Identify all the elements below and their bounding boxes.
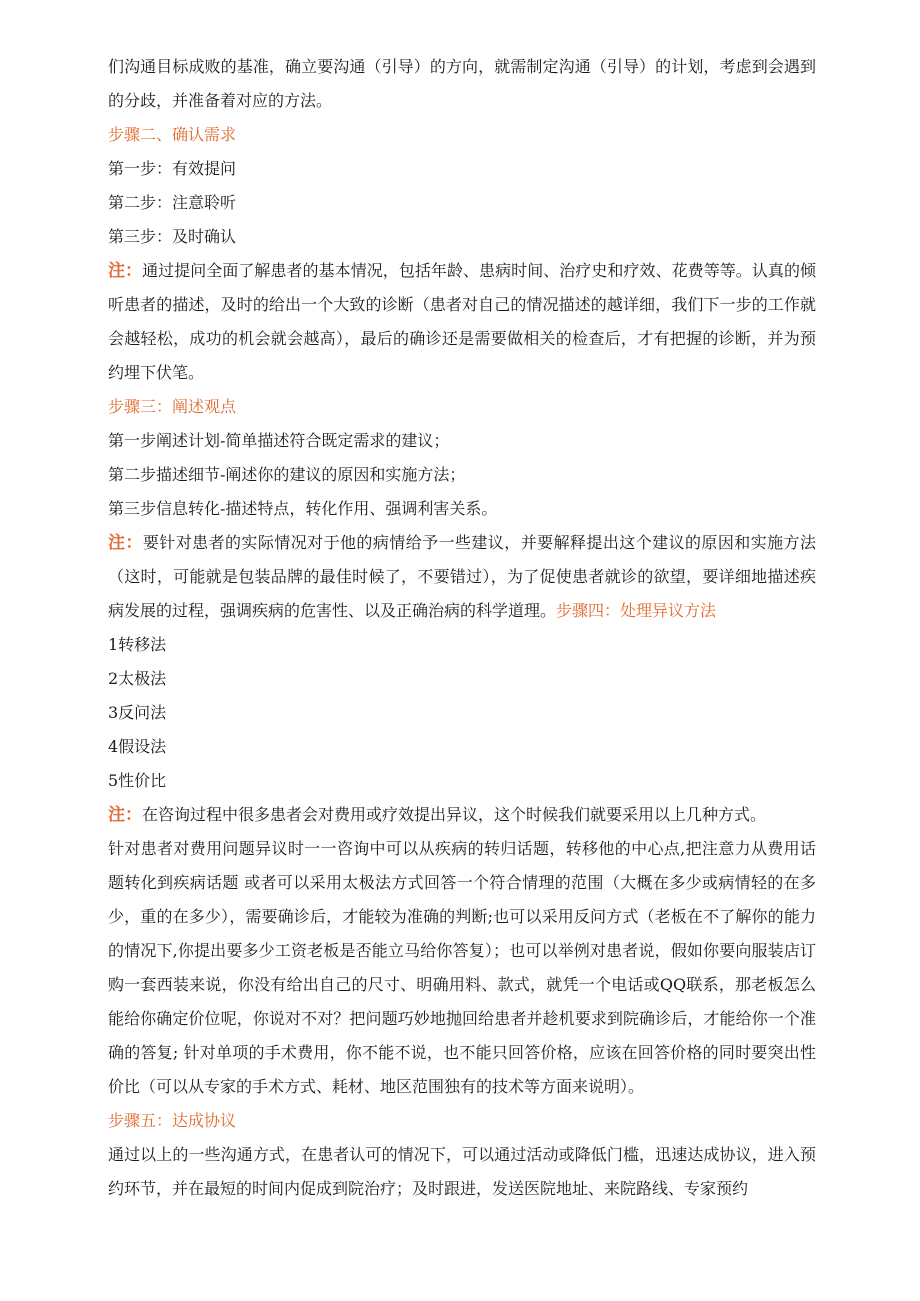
step5-paragraph: 通过以上的一些沟通方式，在患者认可的情况下，可以通过活动或降低门槛，迅速达成协议，进入预约环节，并在最短的时间内促成到院治疗；及时跟进，发送医院地址、来院路线、专家预约 bbox=[108, 1145, 816, 1198]
note-label: 注： bbox=[108, 805, 142, 825]
step2-item-1: 第一步：有效提问 bbox=[108, 159, 237, 178]
document-page bbox=[108, 50, 816, 1206]
step2-heading: 步骤二、确认需求 bbox=[108, 125, 237, 144]
step4-item-3: 3反问法 bbox=[108, 703, 167, 722]
step3-item-1: 第一步阐述计划-简单描述符合既定需求的建议； bbox=[108, 431, 450, 450]
intro-paragraph: 们沟通目标成败的基准，确立要沟通（引导）的方向，就需制定沟通（引导）的计划，考虑到会遇到的分歧，并准备着对应的方法。 bbox=[108, 57, 816, 110]
note-text: 在咨询过程中很多患者会对费用或疗效提出异议，这个时候我们就要采用以上几种方式。 bbox=[142, 805, 767, 824]
step3-item-3: 第三步信息转化-描述特点，转化作用、强调利害关系。 bbox=[108, 499, 498, 518]
step4-item-4: 4假设法 bbox=[108, 737, 167, 756]
note-label: 注： bbox=[108, 533, 143, 553]
step4-item-2: 2太极法 bbox=[108, 669, 167, 688]
step4-item-1: 1转移法 bbox=[108, 635, 167, 654]
step4-detail: 针对患者对费用问题异议时一一咨询中可以从疾病的转归话题，转移他的中心点,把注意力从费用话题转化到疾病话题 或者可以采用太极法方式回答一个符合情理的范围（大概在多少或病情轻的在多少，重的在多少），需要确诊后，才能较为准确的判断;也可以采用反问方式（老板在不了解你的能力的情况下,你提出要多少工资老板是否能立马给你答复）；也可以举例对患者说，假如你要向服装店订购一套西装来说，你没有给出自己的尺寸、明确用料、款式，就凭一个电话或QQ联系，那老板怎么能给你确定价位呢，你说对不对？把问题巧妙地抛回给患者并趁机要求到院确诊后，才能给你一个准确的答复; 针对单项的手术费用，你不能不说，也不能只回答价格，应该在回答价格的同时要突出性价比（可以从专家的手术方式、耗材、地区范围独有的技术等方面来说明）。 bbox=[108, 839, 816, 1096]
step4-heading: 步骤四：处理异议方法 bbox=[556, 601, 717, 620]
step4-note bbox=[108, 798, 816, 832]
step2-note bbox=[108, 254, 816, 390]
note-text: 通过提问全面了解患者的基本情况，包括年龄、患病时间、治疗史和疗效、花费等等。认真的倾听患者的描述，及时的给出一个大致的诊断（患者对自己的情况描述的越详细，我们下一步的工作就会越轻松，成功的机会就会越高），最后的确诊还是需要做相关的检查后，才有把握的诊断，并为预约埋下伏笔。 bbox=[108, 261, 816, 382]
step5-heading: 步骤五：达成协议 bbox=[108, 1111, 237, 1130]
note-label: 注： bbox=[108, 261, 143, 281]
note-text: 要针对患者的实际情况对于他的病情给予一些建议，并要解释提出这个建议的原因和实施方法（这时，可能就是包装品牌的最佳时候了，不要错过），为了促使患者就诊的欲望，要详细地描述疾病发展的过程，强调疾病的危害性、以及正确治病的科学道理。 bbox=[108, 533, 816, 620]
step3-heading: 步骤三：阐述观点 bbox=[108, 397, 237, 416]
step2-item-2: 第二步：注意聆听 bbox=[108, 193, 237, 212]
step4-item-5: 5性价比 bbox=[108, 771, 167, 790]
step3-item-2: 第二步描述细节-阐述你的建议的原因和实施方法； bbox=[108, 465, 466, 484]
step3-note bbox=[108, 526, 816, 628]
step2-item-3: 第三步：及时确认 bbox=[108, 227, 237, 246]
